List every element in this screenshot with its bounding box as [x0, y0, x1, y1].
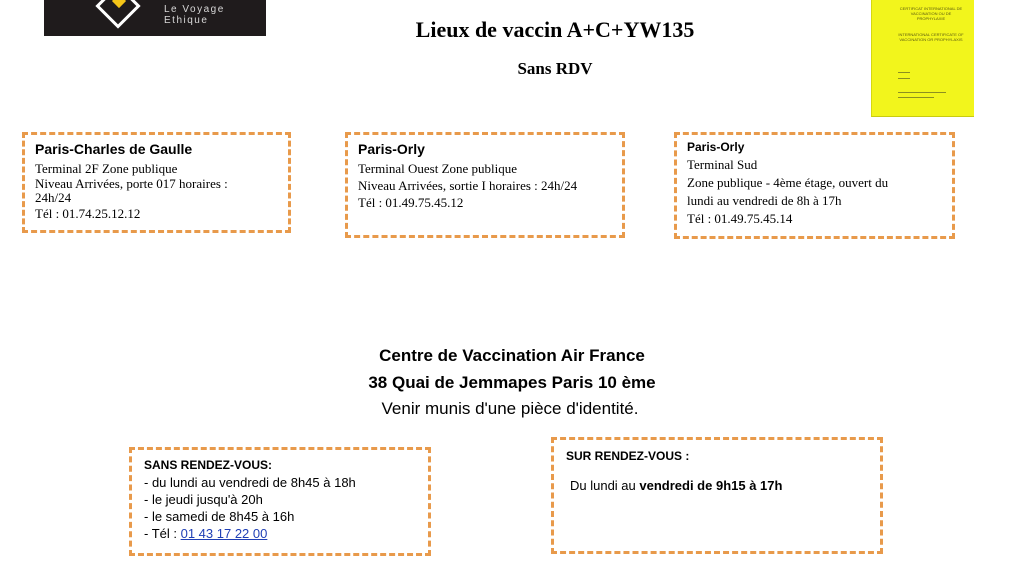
location-name: Paris-Orly — [687, 140, 745, 154]
phone-link[interactable]: 01 43 17 22 00 — [180, 526, 268, 541]
phone-prefix: - Tél : — [144, 526, 181, 541]
location-detail: Terminal Sud — [687, 157, 758, 172]
certificate-rule — [898, 92, 946, 93]
appointment-heading: SUR RENDEZ-VOUS : — [566, 449, 690, 463]
location-detail: lundi au vendredi de 8h à 17h — [687, 193, 842, 208]
location-detail: Zone publique - 4ème étage, ouvert du — [687, 175, 889, 190]
page-title — [0, 17, 1024, 43]
location-detail: Niveau Arrivées, sortie I horaires : 24h/24 — [358, 178, 578, 193]
center-name: Centre de Vaccination Air France — [379, 346, 645, 365]
location-card-cdg — [22, 132, 291, 233]
appointment-hours-card — [551, 437, 883, 554]
walk-in-heading: SANS RENDEZ-VOUS: — [144, 458, 273, 472]
appointment-hours-normal: Du lundi au — [570, 478, 640, 493]
location-detail: 24h/24 — [35, 190, 72, 205]
center-note: Venir munis d'une pièce d'identité. — [381, 399, 639, 418]
location-name: Paris-Orly — [358, 141, 425, 157]
logo-tagline: Le Voyage Ethique — [164, 4, 225, 26]
location-detail: Terminal Ouest Zone publique — [358, 161, 518, 176]
walk-in-hours-card — [129, 447, 431, 556]
walk-in-hours-line: - le samedi de 8h45 à 16h — [144, 509, 295, 524]
page-subtitle: Sans RDV — [517, 59, 593, 78]
location-phone: Tél : 01.49.75.45.12 — [358, 195, 464, 210]
center-address: 38 Quai de Jemmapes Paris 10 ème — [368, 373, 656, 392]
location-card-orly-ouest — [345, 132, 625, 238]
certificate-title: CERTIFICAT INTERNATIONAL DE VACCINATION OU DE PROPHYLAXIE — [899, 6, 963, 21]
location-phone: Tél : 01.74.25.12.12 — [35, 206, 141, 221]
location-detail: Terminal 2F Zone publique — [35, 161, 178, 176]
certificate-subtitle: INTERNATIONAL CERTIFICATE OF VACCINATION OR PROPHYLAXIS — [898, 32, 964, 42]
page-title-text: Lieux de vaccin A+C+YW135 — [415, 17, 695, 42]
location-detail: Niveau Arrivées, porte 017 horaires : — [35, 176, 228, 191]
location-card-orly-sud — [674, 132, 955, 239]
certificate-rule — [898, 97, 934, 98]
walk-in-hours-line: - du lundi au vendredi de 8h45 à 18h — [144, 475, 356, 490]
walk-in-phone-line — [144, 525, 416, 542]
appointment-hours-line — [566, 477, 868, 494]
location-phone: Tél : 01.49.75.45.14 — [687, 211, 793, 226]
appointment-hours-bold: vendredi de 9h15 à 17h — [639, 478, 783, 493]
walk-in-hours-line: - le jeudi jusqu'à 20h — [144, 492, 263, 507]
location-name: Paris-Charles de Gaulle — [35, 141, 193, 157]
